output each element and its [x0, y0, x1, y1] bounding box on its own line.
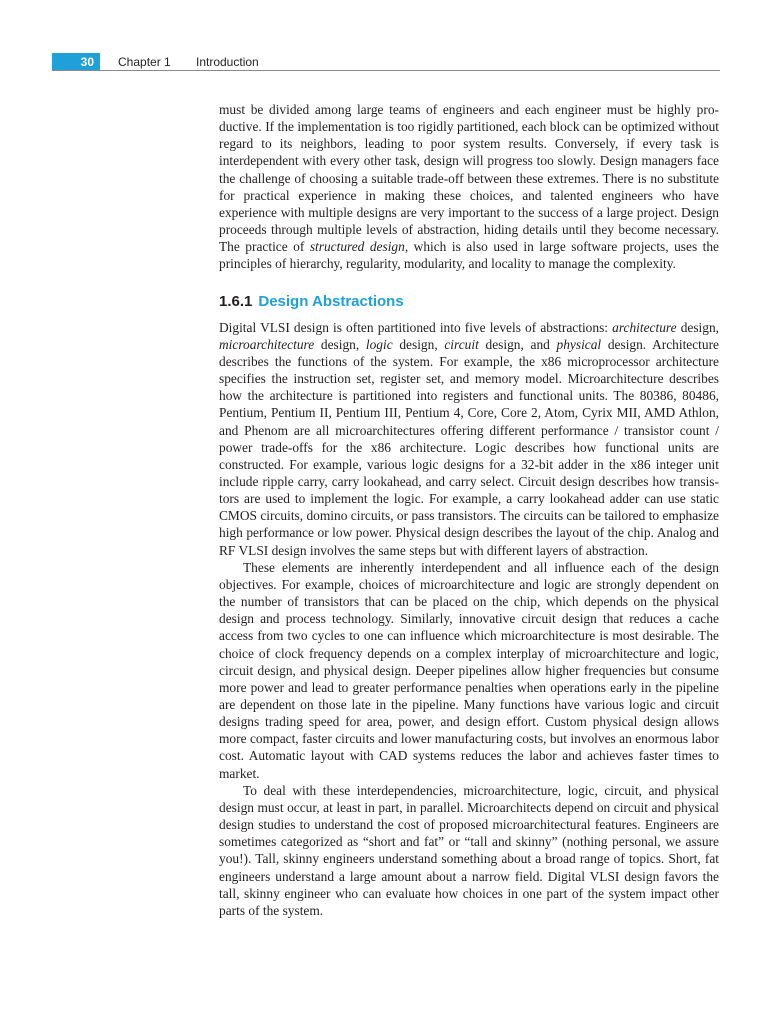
chapter-label: Chapter 1: [118, 55, 171, 69]
text-run: design. Architecture describes the functions of the system. For example, the x86 microprocessor architecture specifies the instruction set, register set, and memory model. Microarchitecture describes how the architecture is partitioned into registers and functional units. The 80386, 80486, Pentium, Pentium II, Pentium III, Pentium 4, Core, Core 2, Atom, Cyrix MII, AMD Athlon, and Phenom are all microarchitectures offering different performance / transistor count / power trade-offs for the x86 architecture. Logic describes how functional units are constructed. For example, various logic designs for a 32-bit adder in the x86 integer unit include ripple carry, carry lookahead, and carry select. Circuit design describes how transistors are used to implement the logic. For example, a carry lookahead adder can use static CMOS circuits, domino circuits, or pass transistors. The circuits can be tailored to emphasize high performance or low power. Physical design describes the layout of the chip. Analog and RF VLSI design involves the same steps but with different layers of abstraction.: [219, 336, 720, 558]
paragraph-parallel-design: To deal with these interdependencies, microarchitecture, logic, circuit, and physical design must occur, at least in part, in parallel. Microarchitects depend on circuit and physical design studies to understand the cost of proposed microarchitectural features. Engineers are sometimes categorized as “short and fat” or “tall and skinny” (nothing personal, we assure you!). Tall, skinny engineers understand something about a broad range of topics. Short, fat engineers understand a large amount about a narrow field. Digital VLSI design favors the tall, skinny engineer who can evaluate how choices in one part of the system impact other parts of the system.: [219, 782, 719, 918]
text-run: design, and: [478, 336, 557, 352]
section-heading: [219, 293, 719, 311]
page-number: 30: [52, 53, 100, 71]
text-run: design,: [314, 336, 366, 352]
emphasis-structured-design: structured design: [309, 239, 405, 255]
text-run: , which is also used in large software projects, uses the principles of hierarchy, regularity, modularity, and locality to manage the complexity.: [219, 239, 719, 272]
chapter-title: Introduction: [196, 55, 259, 69]
header-rule: [52, 70, 720, 71]
paragraph-interdependence: These elements are inherently interdependent and all influence each of the design objectives. For example, choices of microarchitecture and logic are strongly dependent on the number of transistors that can be placed on the chip, which depends on the physical design and process technology. Similarly, innovative circuit design that reduces a cache access from two cycles to one can influence which microarchitecture is most desirable. The choice of clock frequency depends on a complex interplay of microarchitecture and logic, circuit design, and physical design. Deeper pipelines allow higher frequencies but consume more power and lead to greater performance penalties when operations early in the pipeline are dependent on those late in the pipeline. Many functions have various logic and circuit designs trading speed for area, power, and design effort. Custom physical design allows more compact, faster circuits and lower manufacturing costs, but involves an enormous labor cost. Automatic layout with CAD systems reduces the labor and achieves faster times to market.: [219, 559, 719, 781]
text-run: design,: [392, 336, 445, 352]
emphasis-circuit: circuit: [444, 336, 479, 352]
emphasis-physical: physical: [556, 336, 602, 352]
paragraph-design-abstractions: [219, 319, 719, 559]
text-run: Digital VLSI design is often partitioned into five levels of abstractions:: [219, 319, 613, 335]
section-title: Design Abstractions: [258, 292, 404, 310]
section-number: 1.6.1: [219, 292, 253, 310]
emphasis-logic: logic: [365, 336, 393, 352]
emphasis-architecture: architecture: [612, 319, 677, 335]
text-run: design,: [676, 319, 720, 335]
text-run: must be divided among large teams of engineers and each engineer must be highly productive. If the implementation is too rigidly partitioned, each block can be optimized without regard to its neighbors, leading to poor system results. Conversely, if every task is interdependent with every other task, design will progress too slowly. Design managers face the challenge of choosing a suitable trade-off between these extremes. There is no substitute for practical experience in making these choices, and talented engineers who have experience with multiple designs are very important to the success of a large project. Design proceeds through multiple levels of abstraction, hiding details until they become necessary. The practice of: [219, 102, 719, 255]
emphasis-microarchitecture: microarchitecture: [219, 336, 315, 352]
body-text: [219, 101, 719, 919]
paragraph-continued: [219, 101, 719, 273]
